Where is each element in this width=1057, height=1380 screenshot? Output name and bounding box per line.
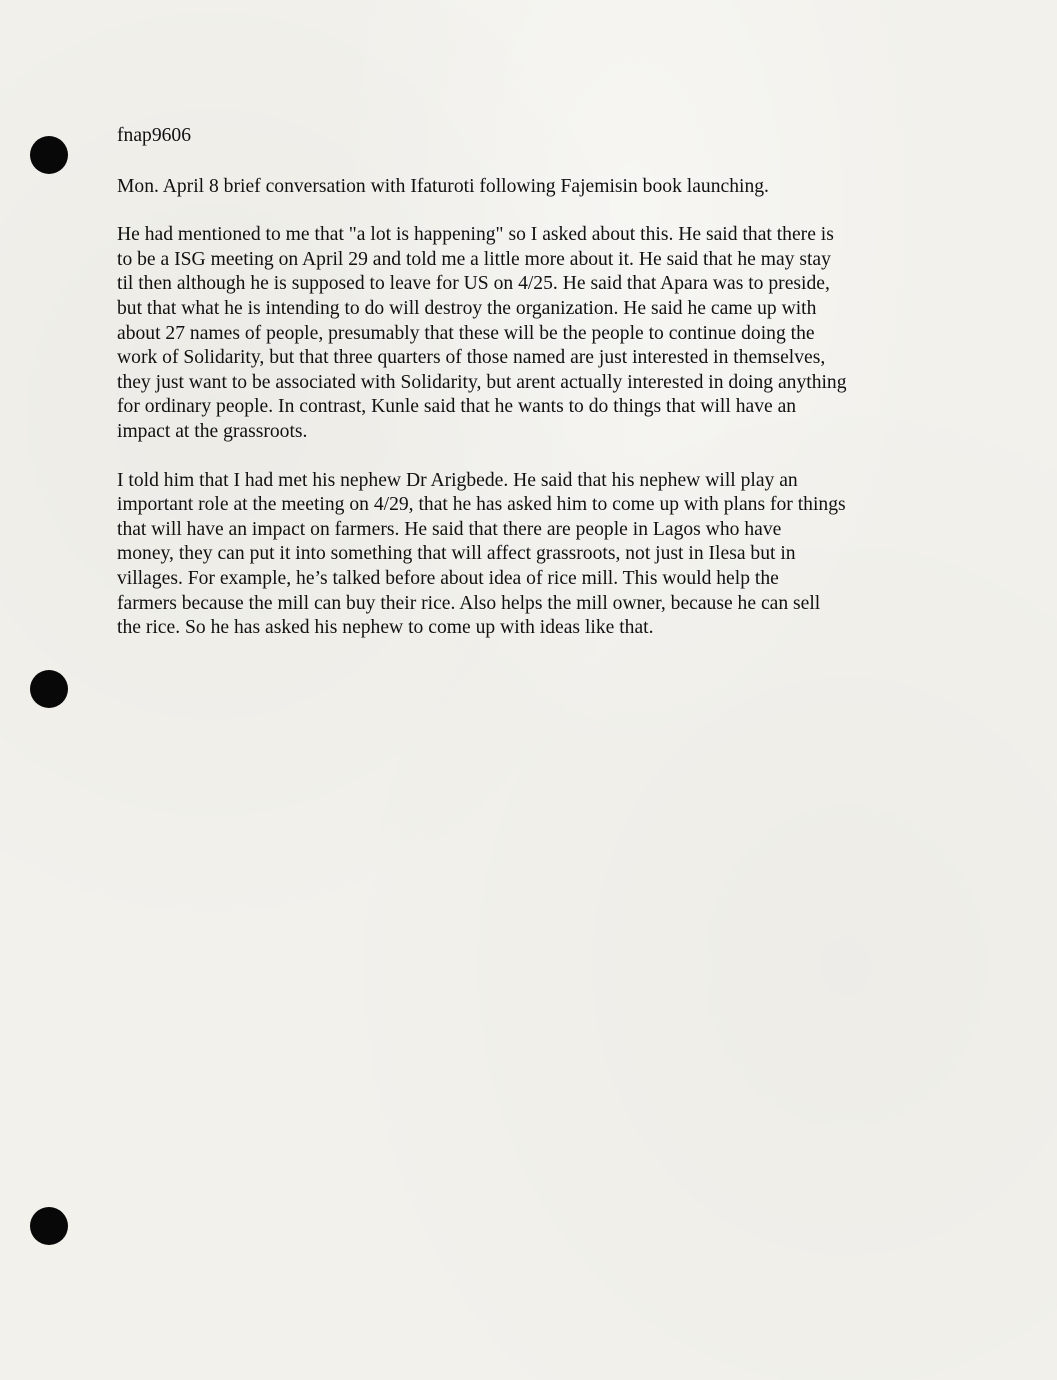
paragraph-line: money, they can put it into something that will affect grassroots, not just in Ilesa but in [117, 543, 796, 565]
paragraph-line: til then although he is supposed to leave for US on 4/25. He said that Apara was to preside, [117, 273, 830, 295]
paragraph-line: important role at the meeting on 4/29, that he has asked him to come up with plans for things [117, 494, 846, 516]
paragraph-line: they just want to be associated with Solidarity, but arent actually interested in doing anything [117, 371, 847, 393]
paragraph-1 [117, 223, 927, 444]
binder-hole-middle [30, 670, 68, 708]
paragraph-line: impact at the grassroots. [117, 420, 308, 442]
paragraph-line: work of Solidarity, but that three quarters of those named are just interested in themselves, [117, 347, 826, 369]
paragraph-2 [117, 469, 927, 641]
document-body [117, 124, 927, 665]
paragraph-line: that will have an impact on farmers. He said that there are people in Lagos who have [117, 518, 782, 540]
paragraph-line: for ordinary people. In contrast, Kunle said that he wants to do things that will have an [117, 396, 797, 418]
paragraph-line: to be a ISG meeting on April 29 and told me a little more about it. He said that he may stay [117, 248, 831, 270]
paragraph-line: about 27 names of people, presumably that these will be the people to continue doing the [117, 322, 815, 344]
entry-heading: Mon. April 8 brief conversation with Ifaturoti following Fajemisin book launching. [117, 175, 769, 197]
paragraph-line: the rice. So he has asked his nephew to come up with ideas like that. [117, 617, 654, 639]
paragraph-line: farmers because the mill can buy their rice. Also helps the mill owner, because he can sell [117, 592, 821, 614]
paragraph-line: I told him that I had met his nephew Dr Arigbede. He said that his nephew will play an [117, 469, 798, 491]
paragraph-line: villages. For example, he’s talked before about idea of rice mill. This would help the [117, 567, 779, 589]
binder-hole-bottom [30, 1207, 68, 1245]
binder-hole-top [30, 136, 68, 174]
document-id: fnap9606 [117, 125, 192, 146]
paragraph-line: but that what he is intending to do will destroy the organization. He said he came up with [117, 297, 817, 319]
paragraph-line: He had mentioned to me that "a lot is happening" so I asked about this. He said that there is [117, 224, 834, 246]
